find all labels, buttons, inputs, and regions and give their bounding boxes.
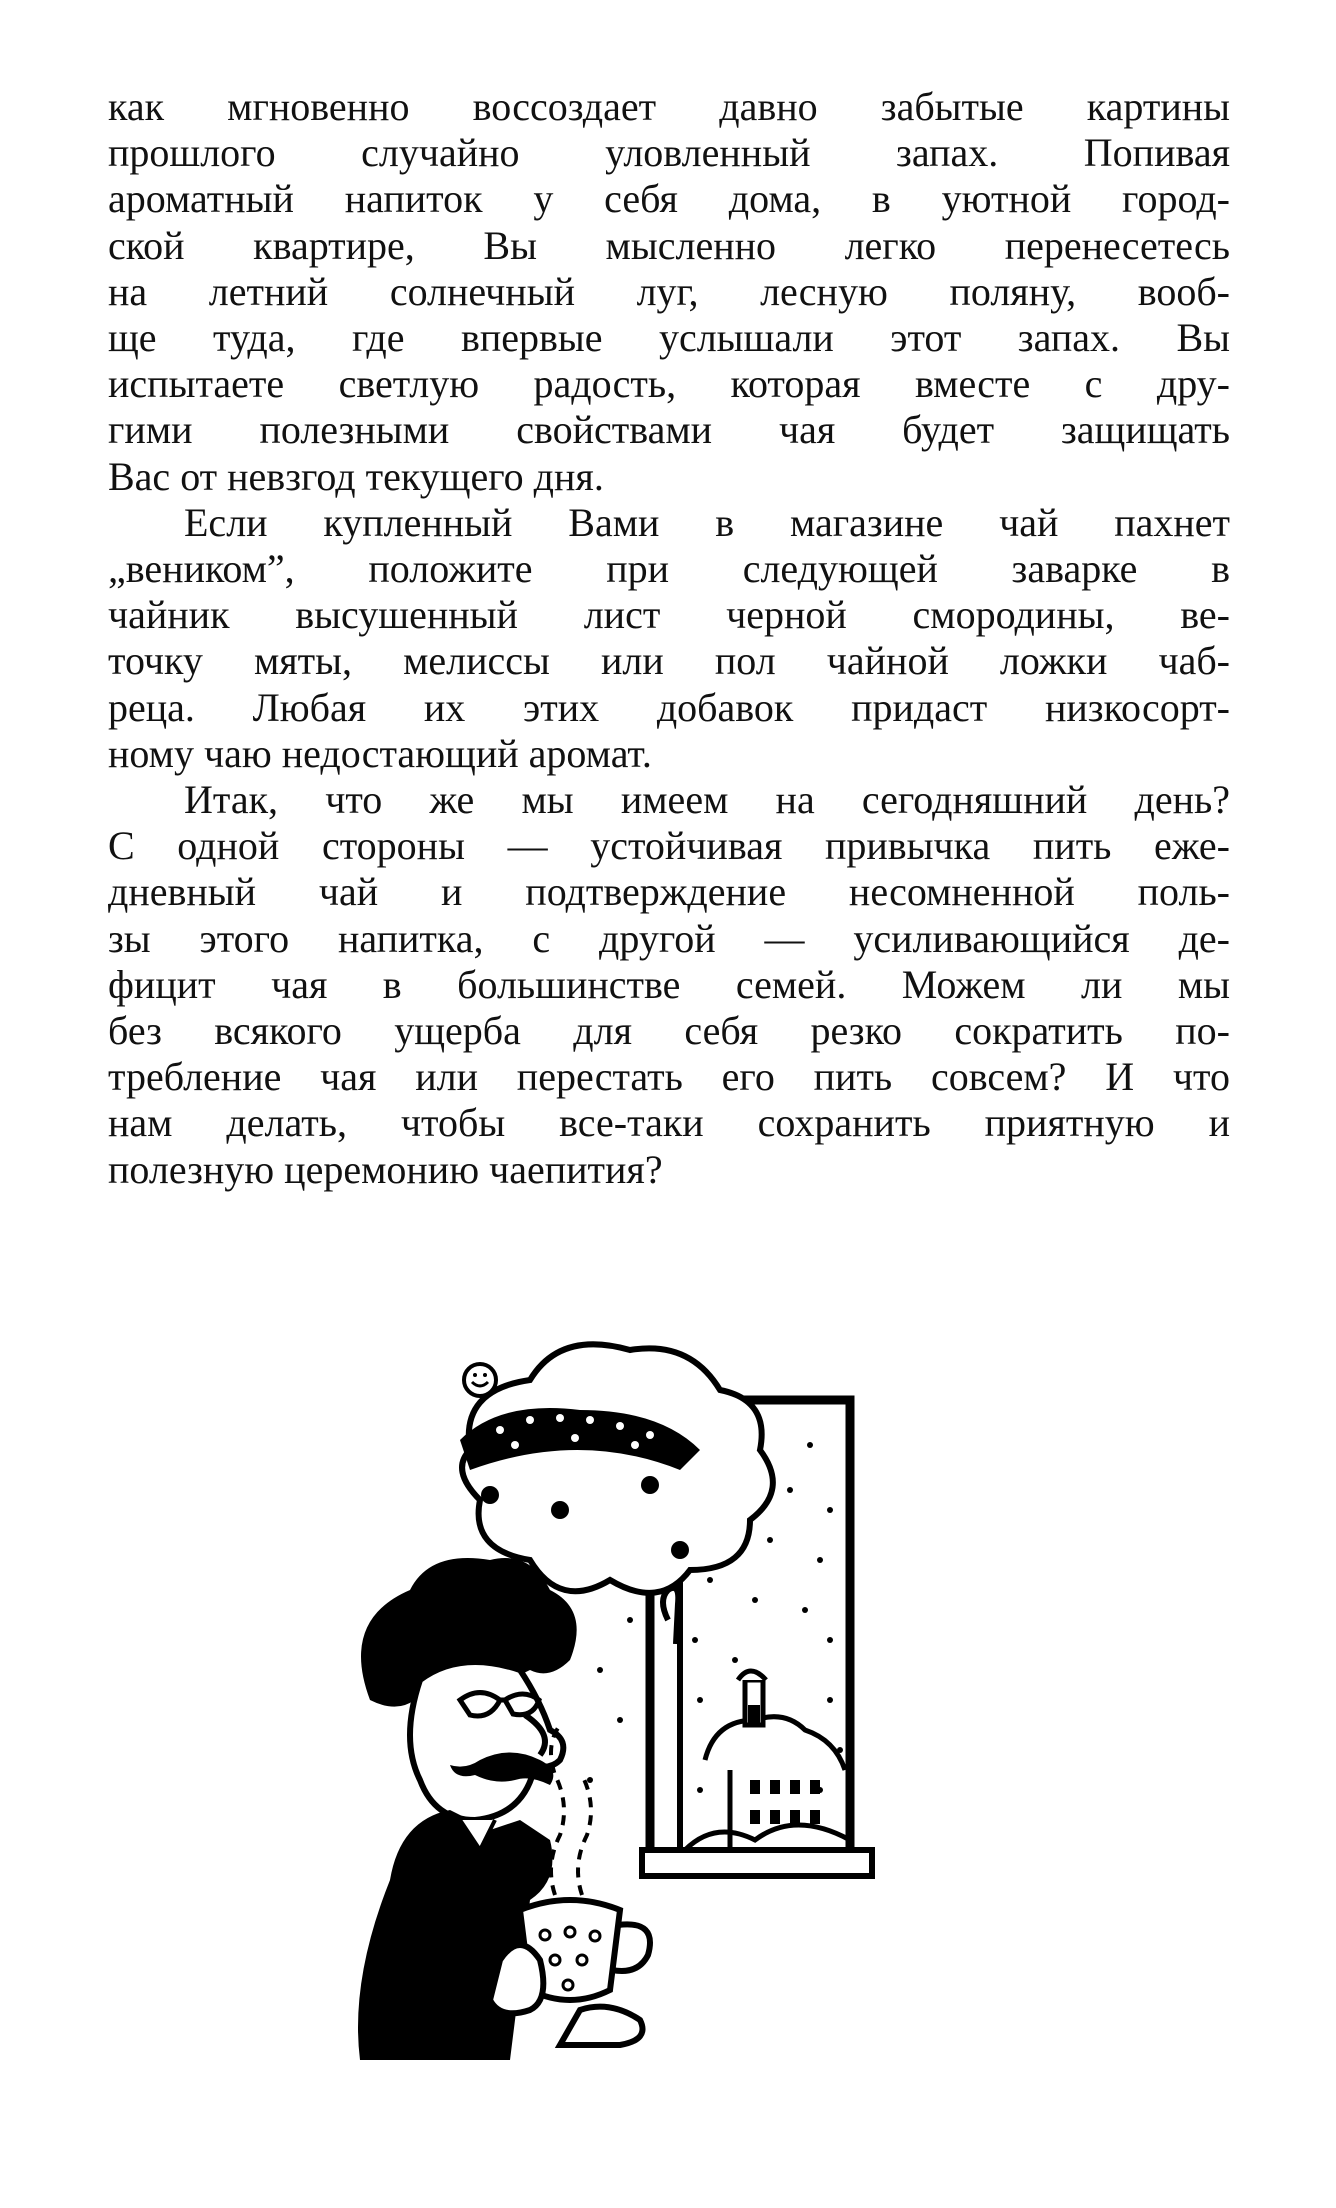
paragraph-1 (108, 84, 1230, 500)
text-line: Если купленный Вами в магазине чай пахнет (184, 499, 1230, 545)
text-line: гими полезными свойствами чая будет защищать (108, 407, 1230, 453)
text-line: чайник высушенный лист черной смородины, ве- (108, 592, 1230, 638)
text-line: без всякого ущерба для себя резко сократить по- (108, 1008, 1230, 1054)
text-line: ному чаю недостающий аромат. (108, 730, 652, 776)
text-line: фицит чая в большинстве семей. Можем ли мы (108, 961, 1230, 1007)
body-text (108, 84, 1230, 1193)
text-line: ской квартире, Вы мысленно легко перенесетесь (108, 222, 1230, 268)
text-line: дневный чай и подтверждение несомненной поль- (108, 869, 1230, 915)
text-line: ще туда, где впервые услышали этот запах. Вы (108, 315, 1230, 361)
text-line: зы этого напитка, с другой — усиливающийся де- (108, 915, 1230, 961)
paragraph-2 (108, 500, 1230, 777)
text-line: как мгновенно воссоздает давно забытые картины (108, 84, 1230, 129)
text-line: точку мяты, мелиссы или пол чайной ложки чаб- (108, 638, 1230, 684)
text-line: реца. Любая их этих добавок придаст низкосорт- (108, 684, 1230, 730)
text-line: С одной стороны — устойчивая привычка пить еже- (108, 823, 1230, 869)
man-with-cup (358, 1558, 650, 2060)
text-line: прошлого случайно уловленный запах. Попивая (108, 130, 1230, 176)
text-line: полезную церемонию чаепития? (108, 1146, 663, 1192)
text-line: ароматный напиток у себя дома, в уютной город- (108, 176, 1230, 222)
text-line: Вас от невзгод текущего дня. (108, 453, 604, 499)
text-line: нам делать, чтобы все-таки сохранить приятную и (108, 1100, 1230, 1146)
text-line: на летний солнечный луг, лесную поляну, вооб- (108, 268, 1230, 314)
text-line: требление чая или перестать его пить совсем? И что (108, 1054, 1230, 1100)
text-line: испытаете светлую радость, которая вместе с дру- (108, 361, 1230, 407)
text-line: „веником”, положите при следующей заварке в (108, 546, 1230, 592)
tea-drinker-illustration (350, 1320, 990, 2060)
text-line: Итак, что же мы имеем на сегодняшний день? (184, 777, 1230, 823)
paragraph-3 (108, 777, 1230, 1193)
